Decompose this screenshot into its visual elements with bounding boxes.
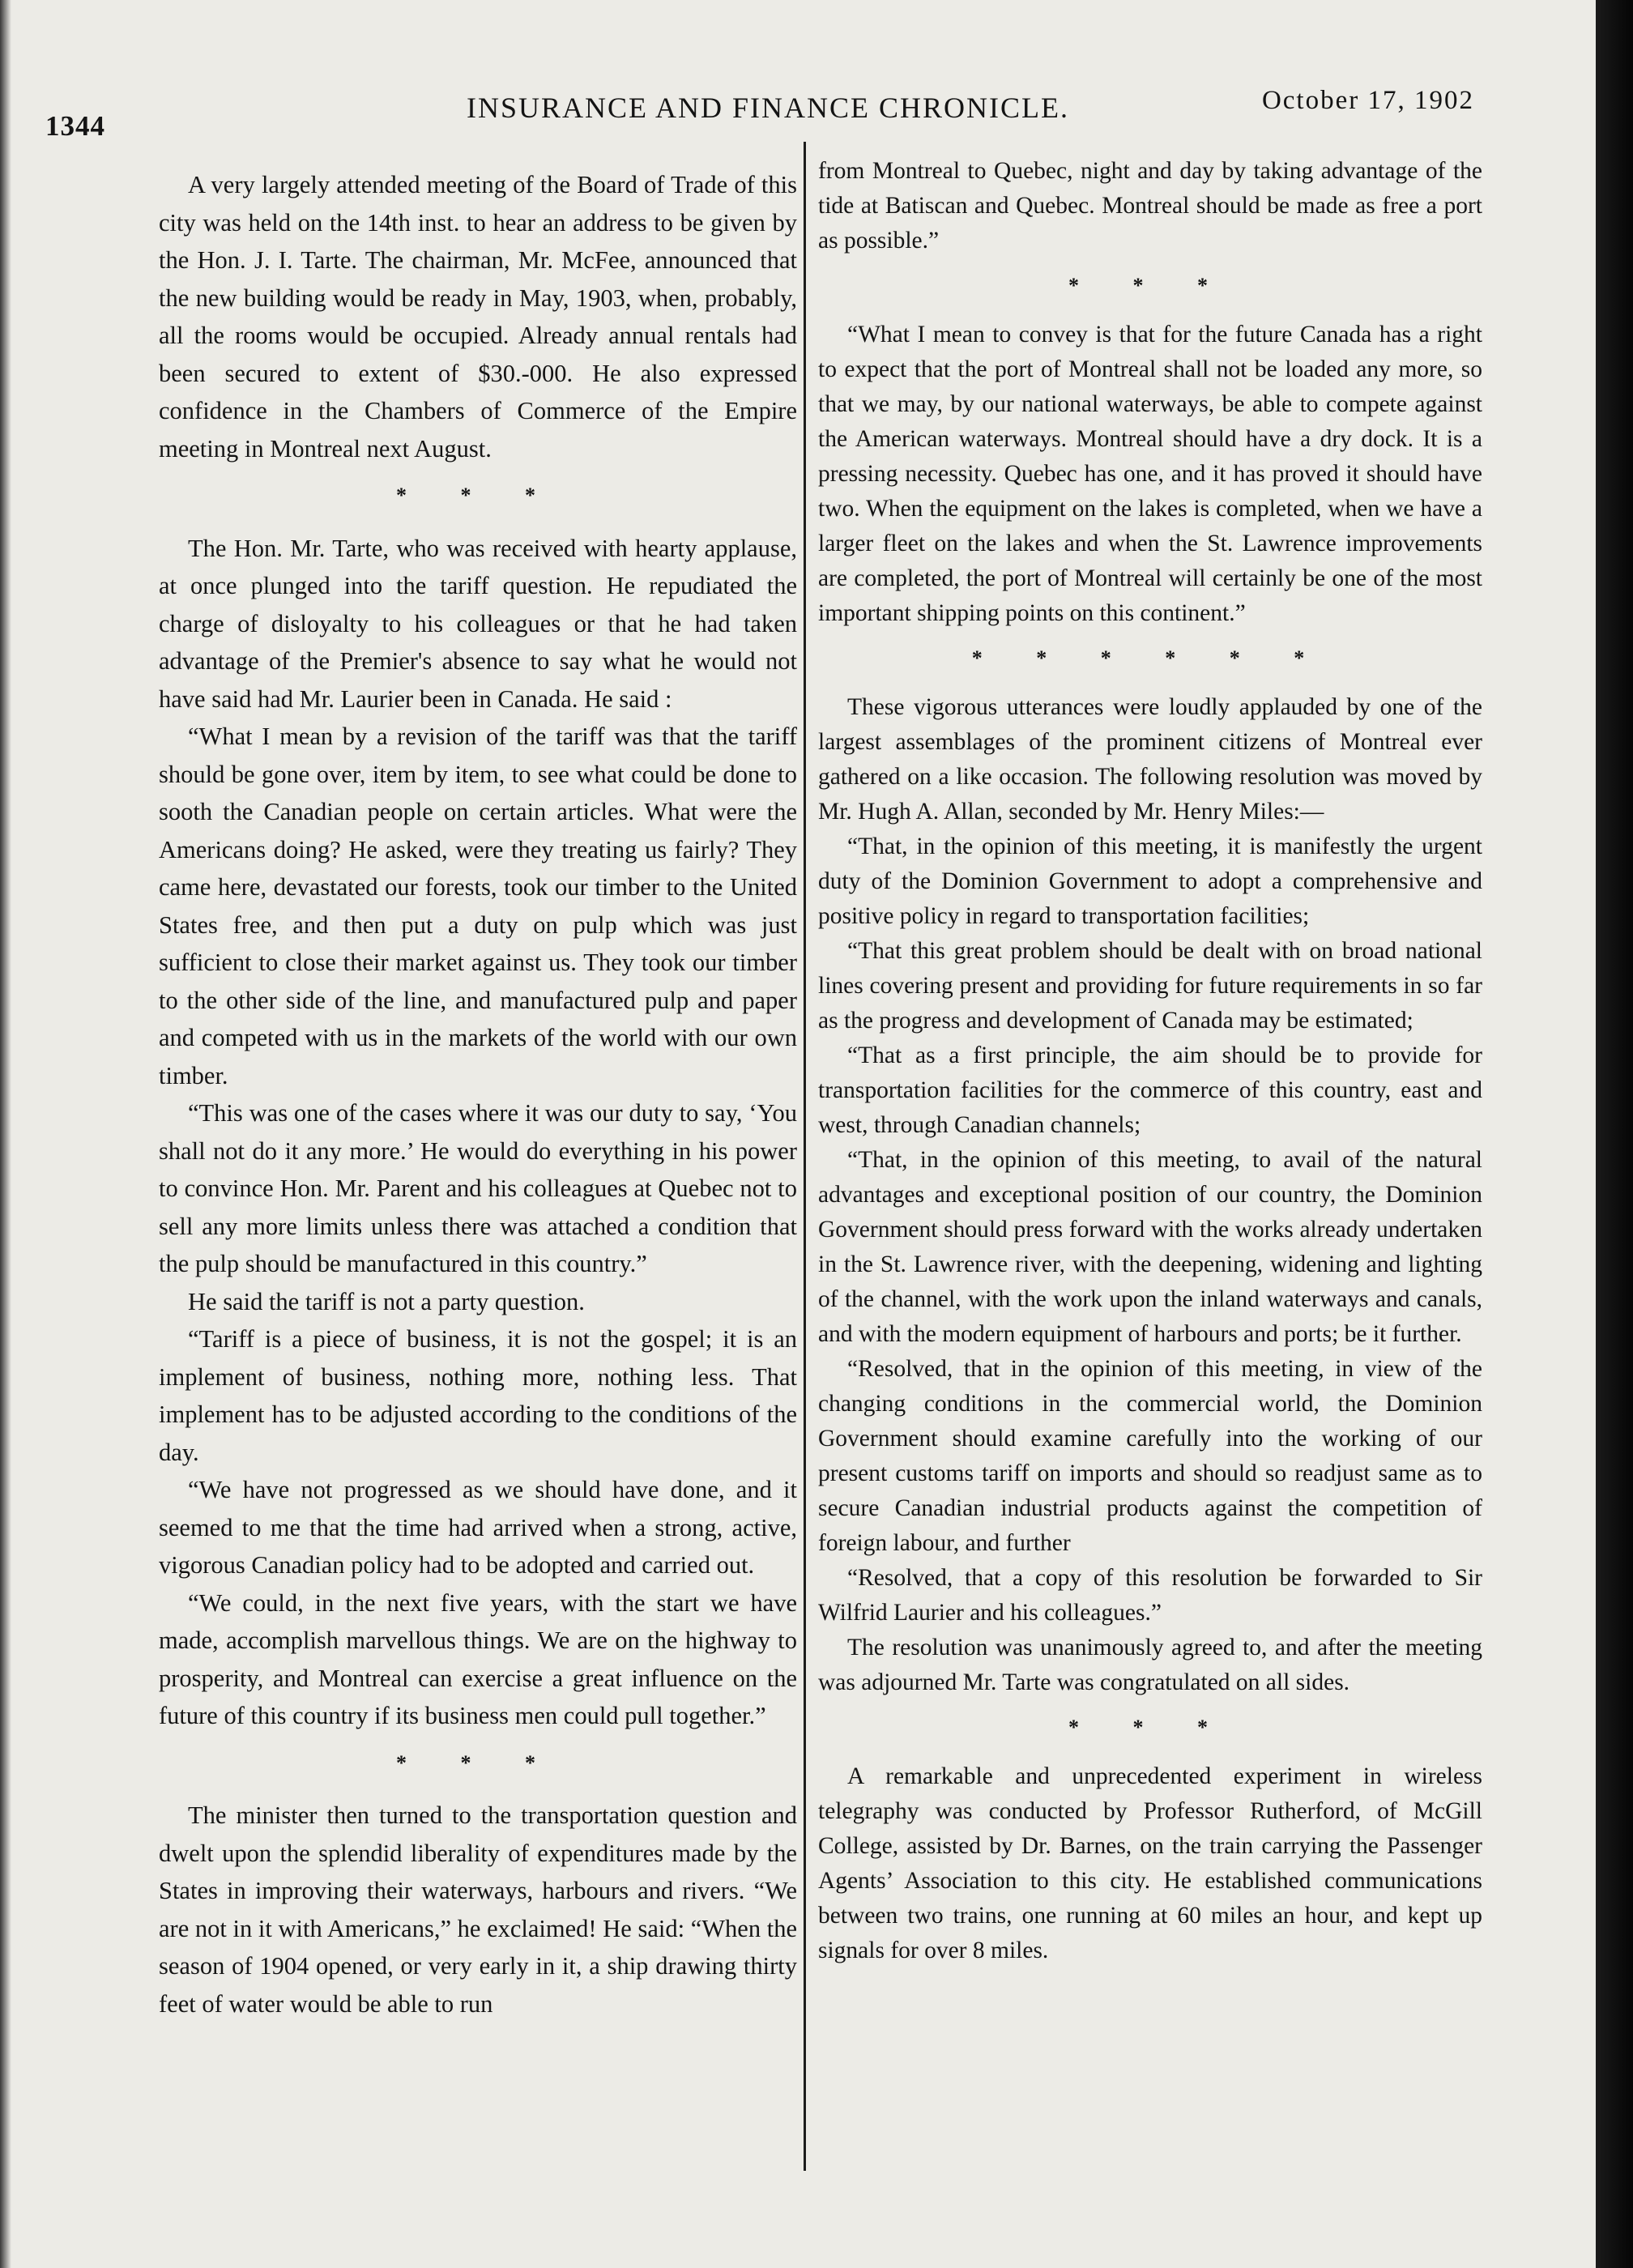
paragraph: These vigorous utterances were loudly applauded by one of the largest assemblages of the prominent citizens of Montreal ever gathered on a like occasion. The following resolution was moved by Mr. Hugh A. Allan, seconded by Mr. Henry Miles:— — [818, 694, 1482, 825]
paragraph: “That this great problem should be dealt with on broad national lines covering present and providing for future requirements in so far as the progress and development of Canada may be estimated; — [818, 938, 1482, 1034]
page-number: 1344 — [45, 110, 105, 142]
paragraph: “What I mean by a revision of the tariff was that the tariff should be gone over, item by item, to see what could be done to sooth the Canadian people on certain articles. What were the Americans doing? He asked, were they treating us fairly? They came here, devastated our forests, took our timber to the United States free, and then put a duty on pulp which was just sufficient to close their market against us. They took our timber to the other side of the line, and manufactured pulp and paper and competed with us in the markets of the world with our own timber. — [159, 723, 797, 1089]
left-column — [159, 166, 797, 2023]
paragraph: A very largely attended meeting of the Board of Trade of this city was held on the 14th inst. to hear an address to be given by the Hon. J. I. Tarte. The chairman, Mr. McFee, announced that the new building would be ready in May, 1903, when, probably, all the rooms would be occupied. Already annual rentals had been secured to extent of $30.-000. He also expressed confidence in the Chambers of Commerce of the Empire meeting in Montreal next August. — [159, 171, 797, 463]
journal-title: INSURANCE AND FINANCE CHRONICLE. — [467, 92, 1070, 124]
section-separator: * * * * * * — [971, 646, 1329, 670]
right-column — [818, 154, 1482, 1968]
scan-border — [1596, 0, 1633, 2268]
paragraph: “This was one of the cases where it was our duty to say, ‘You shall not do it any more.’ He would do everything in his power to convince Hon. Mr. Parent and his colleagues at Quebec not to sell any more limits unless there was attached a condition that the pulp should be manufactured in this country.” — [159, 1099, 797, 1277]
paragraph: “What I mean to convey is that for the future Canada has a right to expect that the port of Montreal shall not be loaded any more, so that we may, by our national waterways, be able to compete against the American waterways. Montreal should have a dry dock. It is a pressing necessity. Quebec has one, and it has proved it should have two. When the equipment on the lakes is completed, when we have a larger fleet on the lakes and when the St. Lawrence improvements are completed, the port of Montreal will certainly be one of the most important shipping points on this continent.” — [818, 322, 1482, 626]
paragraph: A remarkable and unprecedented experiment in wireless telegraphy was conducted by Professor Rutherford, of McGill College, assisted by Dr. Barnes, on the train carrying the Passenger Agents’ Association to this city. He established communications between two trains, one running at 60 miles an hour, and kept up signals for over 8 miles. — [818, 1763, 1482, 1963]
paragraph: “That, in the opinion of this meeting, to avail of the natural advantages and exceptional position of our country, the Dominion Government should press forward with the works already undertaken in the St. Lawrence river, with the deepening, widening and lighting of the channel, with the work upon the inland waterways and canals, and with the modern equipment of harbours and ports; be it further. — [818, 1147, 1482, 1347]
page-header — [45, 75, 1474, 142]
section-separator: * * * — [1068, 1716, 1232, 1739]
paragraph: “Resolved, that in the opinion of this meeting, in view of the changing conditions in the commercial world, the Dominion Government should examine carefully into the working of our present customs tariff on imports and should so readjust same as to secure Canadian industrial products against the competition of foreign labour, and further — [818, 1356, 1482, 1556]
page-edge-shadow — [0, 0, 11, 2268]
paragraph: The resolution was unanimously agreed to, and after the meeting was adjourned Mr. Tarte was congratulated on all sides. — [818, 1635, 1482, 1695]
issue-date: October 17, 1902 — [1261, 86, 1474, 115]
paragraph: The Hon. Mr. Tarte, who was received with hearty applause, at once plunged into the tariff question. He repudiated the charge of disloyalty to his colleagues or that he had taken advantage of the Premier's absence to say what he would not have said had Mr. Laurier been in Canada. He said : — [159, 534, 797, 713]
paragraph: “That as a first principle, the aim should be to provide for transportation facilities for the commerce of this country, east and west, through Canadian channels; — [818, 1042, 1482, 1138]
paragraph: “Tariff is a piece of business, it is not the gospel; it is an implement of business, nothing more, nothing less. That implement has to be adjusted according to the conditions of the day. — [159, 1325, 797, 1466]
paragraph: “That, in the opinion of this meeting, it is manifestly the urgent duty of the Dominion Government to adopt a comprehensive and positive policy in regard to transportation facilities; — [818, 833, 1482, 929]
paragraph: He said the tariff is not a party question. — [188, 1287, 585, 1315]
paragraph: “We have not progressed as we should have done, and it seemed to me that the time had arrived when a strong, active, vigorous Canadian policy had to be adopted and carried out. — [159, 1476, 797, 1579]
paragraph: “Resolved, that a copy of this resolution be forwarded to Sir Wilfrid Laurier and his colleagues.” — [818, 1565, 1482, 1626]
section-separator: * * * — [1068, 274, 1232, 297]
paragraph: “We could, in the next five years, with the start we have made, accomplish marvellous things. We are on the highway to prosperity, and Montreal can exercise a great influence on the future of this country if its business men could pull together.” — [159, 1588, 797, 1729]
section-separator: * * * — [396, 484, 560, 507]
paragraph: The minister then turned to the transportation question and dwelt upon the splendid liberality of expenditures made by the States in improving their waterways, harbours and rivers. “We are not in it with Americans,” he exclaimed! He said: “When the season of 1904 opened, or very early in it, a ship drawing thirty feet of water would be able to run — [159, 1801, 797, 2018]
column-divider — [804, 142, 806, 2171]
paragraph: from Montreal to Quebec, night and day by taking advantage of the tide at Batiscan and Quebec. Montreal should be made as free a port as possible.” — [818, 158, 1482, 254]
section-separator: * * * — [396, 1750, 560, 1775]
